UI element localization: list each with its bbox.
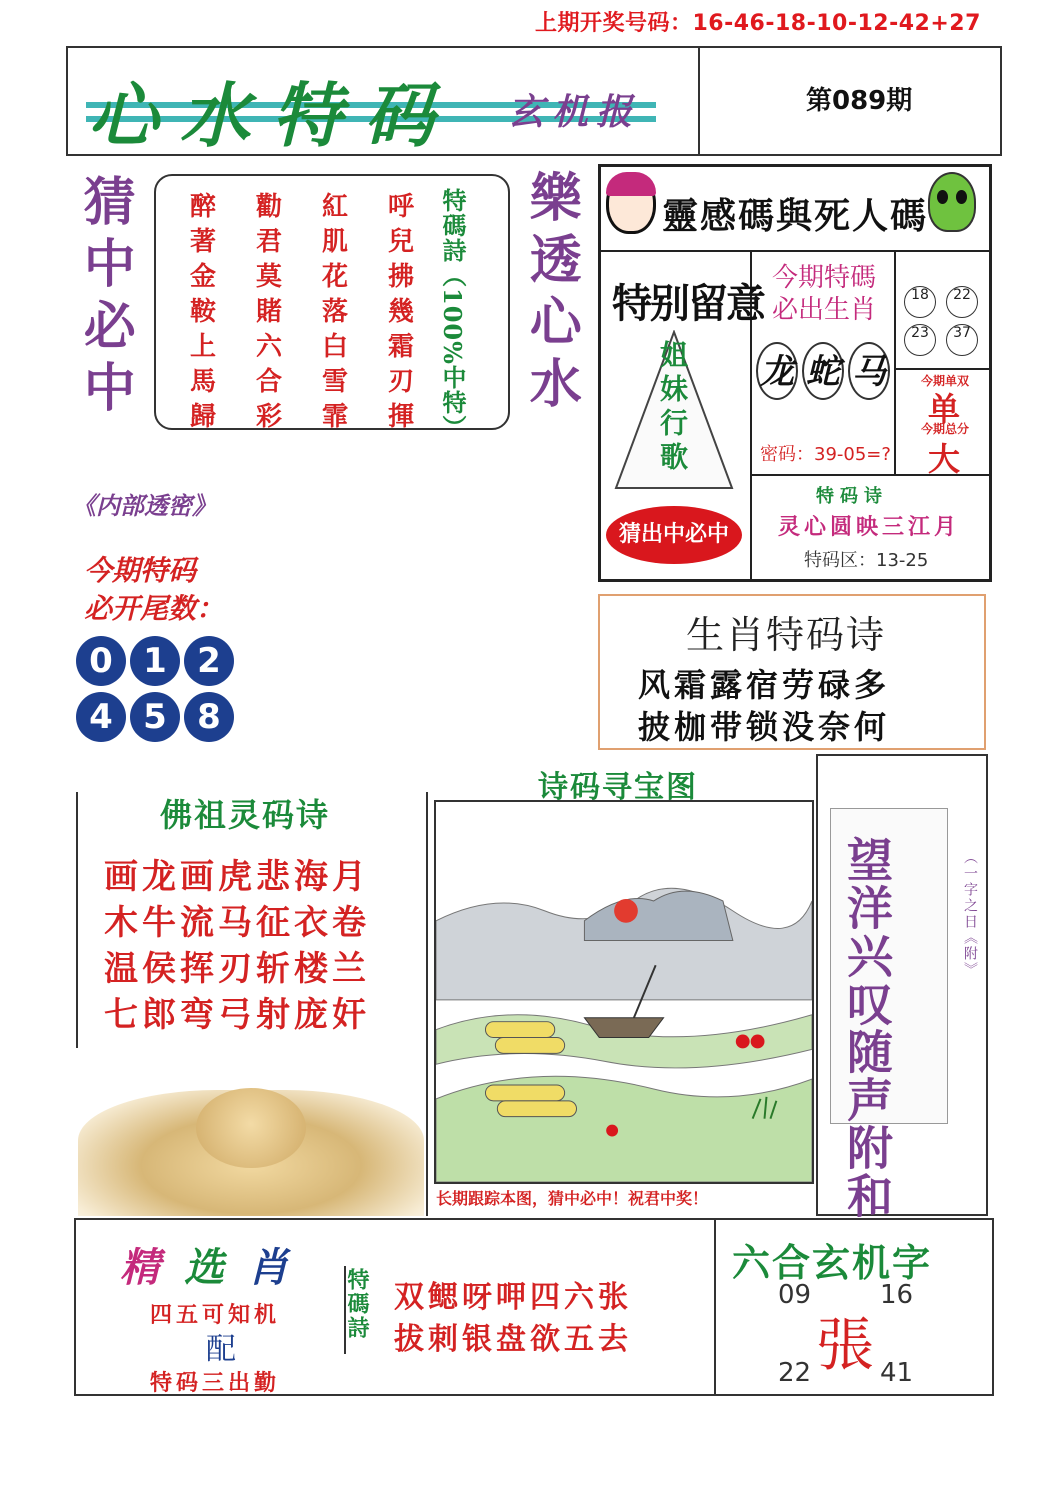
poem-char: 莫 — [255, 262, 282, 292]
total-value: 大 — [928, 440, 961, 478]
digit-ball: 4 — [76, 692, 126, 742]
poem-char: 幾 — [387, 297, 414, 327]
tail-line-1: 今期特码 — [84, 554, 197, 587]
divider — [76, 792, 78, 1048]
divider — [894, 368, 992, 370]
this-issue-zodiac-title: 今期特碼必出生肖 — [771, 263, 876, 325]
divider — [598, 250, 992, 252]
divider — [426, 792, 428, 1216]
poem-char: 肌 — [321, 227, 348, 257]
idiom-hint: （一字之日《附》 — [962, 850, 978, 978]
skull-eye-icon — [956, 190, 967, 204]
digit-ball: 0 — [76, 636, 126, 686]
poem-char: 歸 — [189, 402, 216, 432]
tail-line-2: 必开尾数： — [84, 592, 225, 625]
poem-char: 六 — [255, 332, 282, 362]
buddha-head-image — [196, 1088, 306, 1168]
poem-char: 醉 — [189, 192, 216, 222]
poem-char: 揮 — [387, 402, 414, 432]
title-char: 肖 — [248, 1244, 312, 1291]
poem-label: 特码诗 — [816, 486, 888, 507]
poem-char: 紅 — [321, 192, 348, 222]
number-ball: 22 — [946, 286, 978, 318]
code-poem-line-2: 拔刺银盘欲五去 — [394, 1322, 632, 1357]
poem-char: 雪 — [321, 367, 348, 397]
title-char: 选 — [184, 1244, 248, 1291]
poem-char: 合 — [255, 367, 282, 397]
buddha-poem-title: 佛祖灵码诗 — [160, 796, 331, 834]
number-ball: 18 — [904, 286, 936, 318]
buddha-poem-line: 木牛流马征衣卷 — [104, 903, 370, 943]
idiom-characters: 望洋兴叹随声附和 — [840, 836, 894, 1220]
selected-zodiac-line-2: 特码三出勤 — [150, 1370, 281, 1396]
mystery-character: 張 — [816, 1311, 875, 1379]
mystery-char-title: 六合玄机字 — [732, 1240, 933, 1285]
divider — [894, 252, 896, 474]
digit-ball: 5 — [130, 692, 180, 742]
poem-char: 著 — [189, 227, 216, 257]
tail-title — [84, 552, 224, 628]
guess-badge: 猜出中必中 — [606, 506, 742, 564]
odd-even-label: 今期单双 — [920, 374, 969, 388]
number-ball: 23 — [904, 324, 936, 356]
poem-char: 鞍 — [189, 297, 216, 327]
right-vertical-slogan: 樂透心水 — [520, 170, 582, 418]
inspiration-title: 靈感碼與死人碼 — [662, 195, 929, 237]
mystery-number: 22 — [778, 1358, 812, 1388]
poem-char: 呼 — [387, 192, 414, 222]
page-title: 心水特码 — [88, 74, 456, 157]
selected-zodiac-pair: 配 — [206, 1332, 236, 1367]
selected-zodiac-title — [120, 1236, 312, 1293]
poem-char: 兒 — [387, 227, 414, 257]
header-divider — [698, 46, 700, 156]
buddha-poem-line: 画龙画虎悲海月 — [104, 857, 370, 897]
zodiac-item: 蛇 — [802, 342, 844, 400]
mystery-number: 16 — [880, 1280, 914, 1310]
digit-ball: 2 — [184, 636, 234, 686]
poem-grid — [170, 186, 434, 431]
treasure-map-title: 诗码寻宝图 — [538, 770, 698, 805]
odd-even-value: 单 — [928, 390, 961, 428]
poem-char: 彩 — [255, 402, 282, 432]
poem-line: 灵心圆映三江月 — [778, 514, 961, 540]
buddha-poem-line: 温侯挥刃斩楼兰 — [104, 949, 370, 989]
last-draw-numbers: 上期开奖号码：16-46-18-10-12-42+27 — [535, 11, 981, 36]
poem-char: 霏 — [321, 402, 348, 432]
poem-char: 上 — [189, 332, 216, 362]
zodiac-list — [756, 342, 890, 400]
zodiac-item: 龙 — [756, 342, 798, 400]
poem-char: 金 — [189, 262, 216, 292]
internal-secret: 《内部透密》 — [72, 491, 216, 520]
mystery-number: 09 — [778, 1280, 812, 1310]
mystery-number: 41 — [880, 1358, 914, 1388]
zodiac-poem-line-2: 披枷带锁没奈何 — [638, 708, 891, 746]
tail-digits — [76, 636, 236, 742]
digit-ball: 8 — [184, 692, 234, 742]
number-ball: 37 — [946, 324, 978, 356]
poem-char: 花 — [321, 262, 348, 292]
poem-char: 君 — [255, 227, 282, 257]
poem-char: 落 — [321, 297, 348, 327]
treasure-map-image — [434, 800, 814, 1184]
skull-eye-icon — [937, 190, 948, 204]
secret-code: 密码：39-05=? — [760, 444, 891, 465]
issue-number: 第089期 — [806, 86, 913, 116]
left-vertical-slogan: 猜中必中 — [74, 174, 136, 422]
poem-char: 霜 — [387, 332, 414, 362]
divider — [714, 1218, 716, 1396]
poem-char: 賭 — [255, 297, 282, 327]
poem-char: 勸 — [255, 192, 282, 222]
code-poem-line-1: 双鳃呀呷四六张 — [394, 1280, 632, 1315]
poem-char: 拂 — [387, 262, 414, 292]
zodiac-item: 马 — [848, 342, 890, 400]
code-poem-label: 特碼詩 — [344, 1268, 370, 1340]
page-subtitle: 玄机报 — [508, 91, 641, 133]
number-grid — [904, 286, 982, 356]
number-zone: 特码区：13-25 — [804, 550, 929, 571]
poem-title: 特碼詩（100%中特） — [438, 188, 467, 440]
title-char: 精 — [120, 1244, 184, 1291]
buddha-poem — [104, 854, 370, 1038]
skull-icon — [928, 172, 976, 232]
poem-char: 馬 — [189, 367, 216, 397]
zodiac-poem-title: 生肖特码诗 — [686, 613, 887, 657]
poem-char: 刃 — [387, 367, 414, 397]
total-label: 今期总分 — [920, 422, 969, 436]
selected-zodiac-line-1: 四五可知机 — [150, 1302, 281, 1328]
treasure-map-caption: 长期跟踪本图，猜中必中！祝君中奖！ — [436, 1189, 709, 1208]
poem-char: 白 — [321, 332, 348, 362]
sister-song: 姐妹行歌 — [656, 340, 689, 476]
special-notice: 特别留意 — [612, 281, 764, 327]
digit-ball: 1 — [130, 636, 180, 686]
buddha-poem-line: 七郎弯弓射庞奸 — [104, 995, 370, 1035]
zodiac-poem-line-1: 风霜露宿劳碌多 — [638, 666, 891, 704]
